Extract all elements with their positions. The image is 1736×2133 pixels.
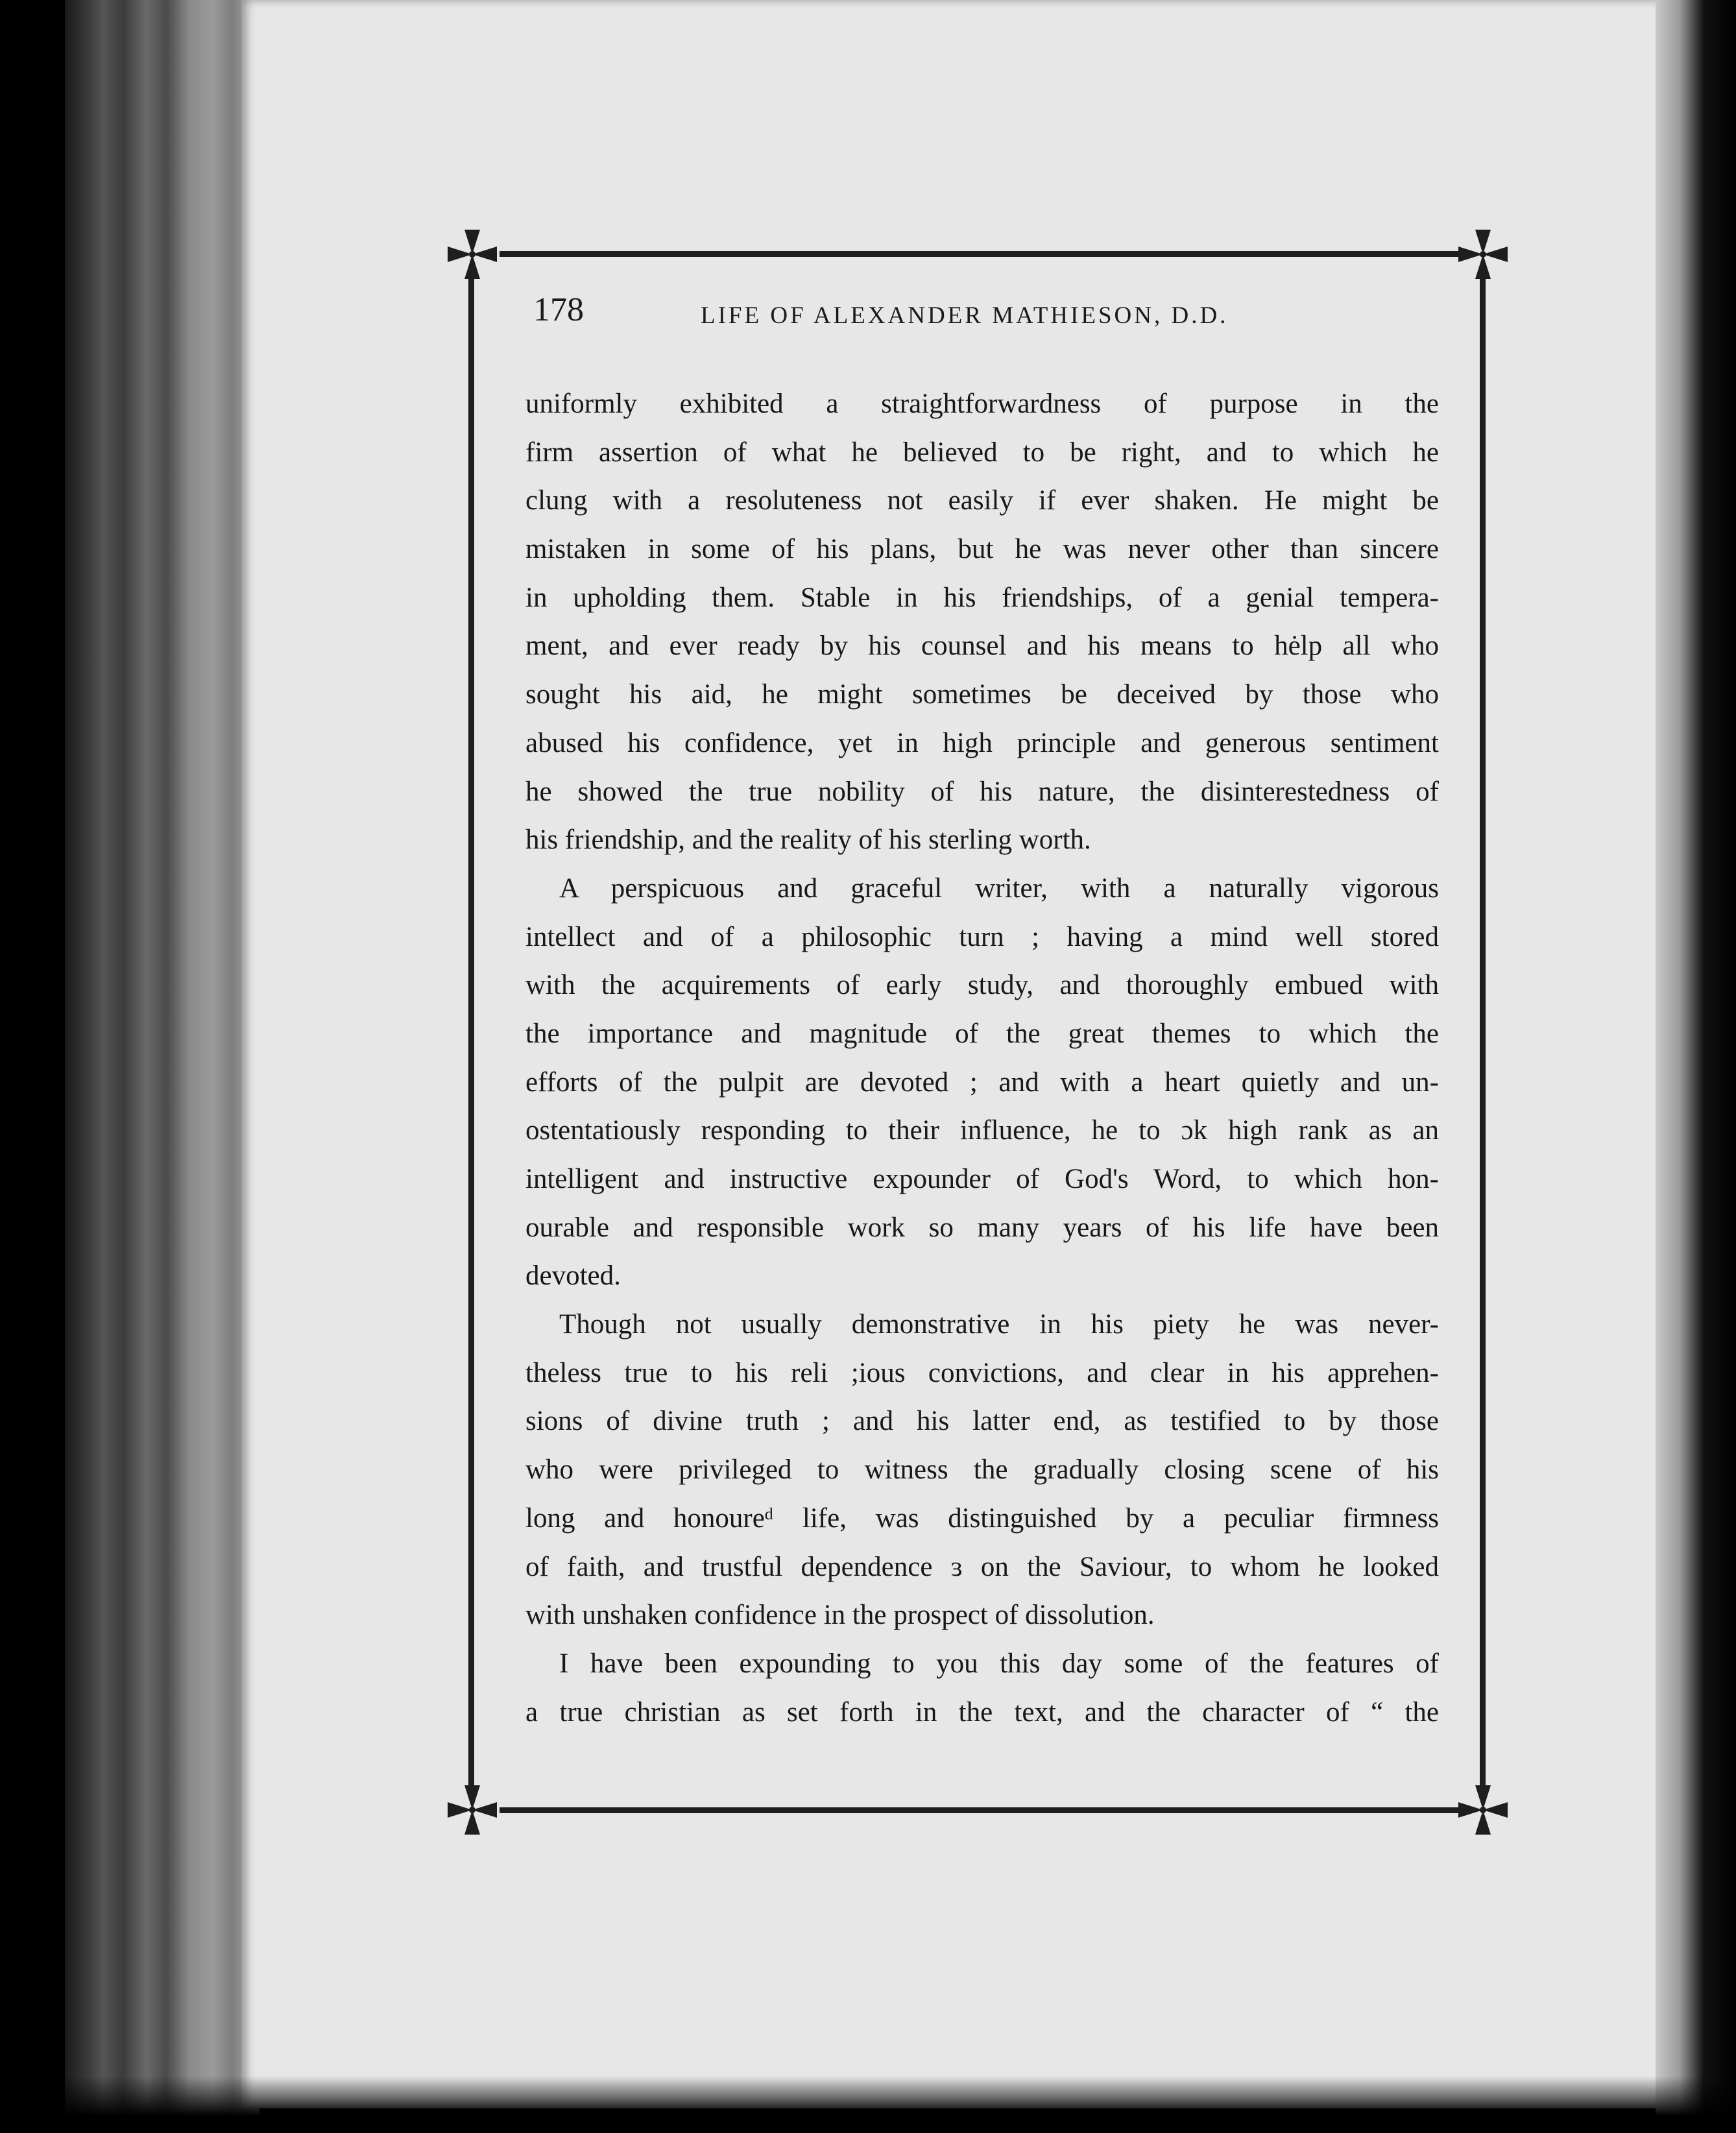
maltese-cross-ornament-icon bbox=[1456, 1783, 1510, 1837]
text-line: firm assertion of what he believed to be right, and to which he bbox=[525, 437, 1439, 468]
paragraph bbox=[525, 380, 1439, 865]
text-line: ment, and ever ready by his counsel and his means to hėlp all who bbox=[525, 631, 1439, 662]
page-number: 178 bbox=[533, 291, 584, 328]
text-line: clung with a resoluteness not easily if ever shaken. He might be bbox=[525, 485, 1439, 516]
text-line: devoted. bbox=[525, 1260, 621, 1292]
border-rule-top bbox=[500, 251, 1466, 257]
text-line: ourable and responsible work so many years of his life have been bbox=[525, 1212, 1439, 1243]
maltese-cross-ornament-icon bbox=[445, 1783, 500, 1837]
border-rule-bottom bbox=[500, 1807, 1466, 1813]
text-line: who were privileged to witness the gradually closing scene of his bbox=[525, 1454, 1439, 1486]
body-text bbox=[525, 380, 1439, 1737]
text-line: Though not usually demonstrative in his piety he was never- bbox=[559, 1309, 1439, 1340]
page-edge-right bbox=[1656, 0, 1736, 2133]
text-line: mistaken in some of his plans, but he was never other than sincere bbox=[525, 534, 1439, 565]
text-line: his friendship, and the reality of his sterling worth. bbox=[525, 825, 1091, 856]
border-rule-right bbox=[1480, 276, 1486, 1787]
text-line: he showed the true nobility of his nature, the disinterestedness of bbox=[525, 776, 1439, 807]
text-line: abused his confidence, yet in high principle and generous sentiment bbox=[525, 727, 1439, 758]
text-line: A perspicuous and graceful writer, with a naturally vigorous bbox=[559, 873, 1439, 904]
text-line: with the acquirements of early study, and thoroughly embued with bbox=[525, 970, 1439, 1001]
text-line: sions of divine truth ; and his latter end, as testified to by those bbox=[525, 1406, 1439, 1437]
page-edge-bottom bbox=[0, 2076, 1736, 2133]
text-line: of faith, and trustful dependence ɜ on the Saviour, to whom he looked bbox=[525, 1551, 1439, 1582]
text-line: theless true to his reli ;ious convictions, and clear in his apprehen- bbox=[525, 1357, 1439, 1388]
text-line: long and honoureᵈ life, was distinguished by a peculiar firmness bbox=[525, 1502, 1439, 1534]
text-line: ostentatiously responding to their influence, he to ɔk high rank as an bbox=[525, 1115, 1439, 1146]
paragraph bbox=[525, 865, 1439, 1301]
running-title: LIFE OF ALEXANDER MATHIESON, D.D. bbox=[701, 302, 1229, 329]
paragraph bbox=[525, 1301, 1439, 1640]
text-line: intelligent and instructive expounder of God's Word, to which hon- bbox=[525, 1164, 1439, 1194]
text-line: sought his aid, he might sometimes be deceived by those who bbox=[525, 679, 1439, 710]
text-line: a true christian as set forth in the text, and the character of “ the bbox=[525, 1696, 1439, 1728]
text-line: uniformly exhibited a straightforwardness of purpose in the bbox=[525, 389, 1439, 419]
text-line: I have been expounding to you this day some of the features of bbox=[559, 1648, 1439, 1679]
maltese-cross-ornament-icon bbox=[445, 227, 500, 282]
text-line: intellect and of a philosophic turn ; having a mind well stored bbox=[525, 921, 1439, 952]
text-line: in upholding them. Stable in his friendships, of a genial tempera- bbox=[525, 582, 1439, 613]
maltese-cross-ornament-icon bbox=[1456, 227, 1510, 282]
border-rule-left bbox=[468, 276, 474, 1787]
page-edges-left bbox=[65, 0, 259, 2133]
text-line: the importance and magnitude of the great themes to which the bbox=[525, 1018, 1439, 1049]
text-line: with unshaken confidence in the prospect of dissolution. bbox=[525, 1600, 1155, 1631]
text-line: efforts of the pulpit are devoted ; and with a heart quietly and un- bbox=[525, 1066, 1439, 1098]
paragraph bbox=[525, 1640, 1439, 1737]
